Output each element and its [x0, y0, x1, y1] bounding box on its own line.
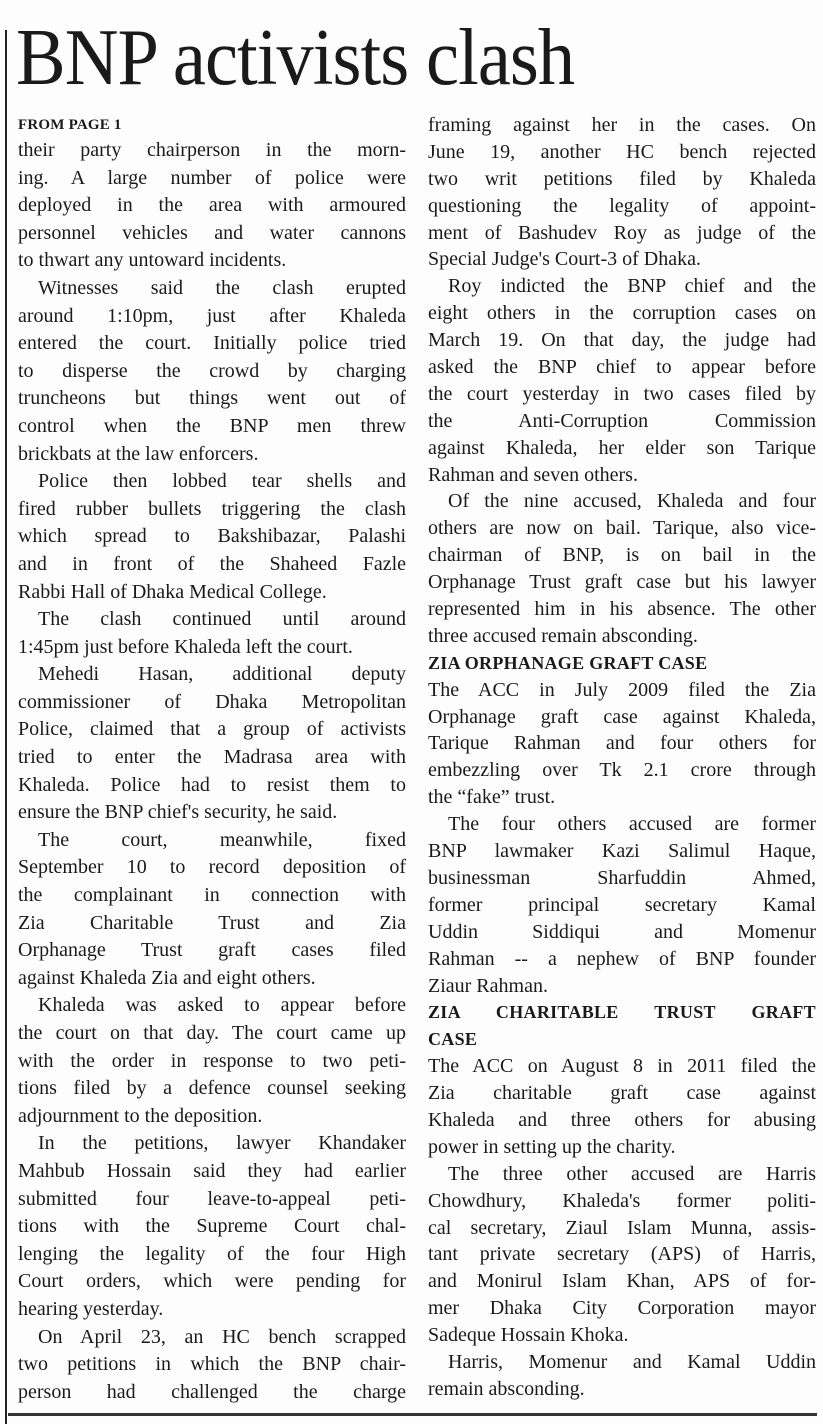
- text-line: Court orders, which were pending for: [18, 1270, 406, 1293]
- text-line: Zia charitable graft case against: [428, 1082, 816, 1105]
- text-line: Orphanage graft case against Khaleda,: [428, 705, 816, 728]
- paragraph: [428, 273, 816, 488]
- text-line: against Khaleda, her elder son Tarique: [428, 436, 816, 459]
- paragraph: [18, 606, 406, 661]
- text-line: On April 23, an HC bench scrapped: [38, 1325, 406, 1348]
- text-line: Rahman and seven others.: [428, 463, 638, 486]
- section-subhead: [428, 650, 816, 677]
- paragraph: [18, 1324, 406, 1407]
- text-line: Khaleda. Police had to resist them to: [18, 773, 406, 796]
- text-line: Police, claimed that a group of activists: [18, 718, 406, 741]
- text-line: The four others accused are former: [448, 813, 816, 836]
- paragraph: [428, 488, 816, 649]
- text-line: brickbats at the law enforcers.: [18, 442, 259, 465]
- text-line: Orphanage Trust graft case but his lawyer: [428, 571, 816, 594]
- paragraph: [18, 992, 406, 1130]
- text-line: the complainant in connection with: [18, 884, 406, 907]
- text-line: their party chairperson in the morn-: [18, 139, 406, 161]
- text-line: tions filed by a defence counsel seeking: [18, 1077, 406, 1100]
- text-line: three accused remain absconding.: [428, 624, 698, 647]
- paragraph: [428, 677, 816, 811]
- text-line: Roy indicted the BNP chief and the: [448, 275, 816, 298]
- text-line: submitted four leave-to-appeal peti-: [18, 1187, 406, 1210]
- paragraph: [428, 1349, 816, 1403]
- text-line: the “fake” trust.: [428, 786, 556, 809]
- paragraph: [428, 1161, 816, 1349]
- text-line: ment of Bashudev Roy as judge of the: [428, 221, 816, 244]
- section-subhead: [428, 999, 816, 1053]
- text-line: the court yesterday in two cases filed by: [428, 382, 816, 405]
- text-line: and Monirul Islam Khan, APS of for-: [428, 1270, 816, 1293]
- paragraph: [18, 137, 406, 275]
- text-line: questioning the legality of appoint-: [428, 194, 816, 217]
- text-line: adjournment to the deposition.: [18, 1104, 263, 1127]
- paragraph: [18, 1130, 406, 1323]
- text-line: power in setting up the charity.: [428, 1135, 676, 1158]
- text-line: cal secretary, Ziaul Islam Munna, assis-: [428, 1216, 816, 1239]
- text-line: June 19, another HC bench rejected: [428, 140, 816, 163]
- text-line: The court, meanwhile, fixed: [38, 828, 406, 851]
- text-line: to disperse the crowd by charging: [18, 359, 406, 382]
- text-line: person had challenged the charge: [18, 1380, 406, 1403]
- kicker-from-page: FROM PAGE 1: [18, 117, 122, 133]
- text-line: Mahbub Hossain said they had earlier: [18, 1159, 406, 1182]
- text-line: the Anti-Corruption Commission: [428, 409, 816, 432]
- text-line: The ACC on August 8 in 2011 filed the: [428, 1055, 816, 1078]
- text-line: Mehedi Hasan, additional deputy: [38, 663, 406, 686]
- paragraph: [428, 112, 816, 273]
- text-line: The ACC in July 2009 filed the Zia: [428, 678, 816, 701]
- text-line: former principal secretary Kamal: [428, 893, 816, 916]
- left-column-rule: [5, 30, 7, 1424]
- text-line: September 10 to record deposition of: [18, 856, 406, 879]
- text-line: Special Judge's Court-3 of Dhaka.: [428, 248, 701, 271]
- text-line: commissioner of Dhaka Metropolitan: [18, 690, 406, 713]
- text-line: the court on that day. The court came up: [18, 1022, 406, 1044]
- text-line: eight others in the corruption cases on: [428, 302, 816, 325]
- text-line: CASE: [428, 1029, 478, 1050]
- text-line: others are now on bail. Tarique, also vice-: [428, 517, 816, 540]
- text-line: truncheons but things went out of: [18, 387, 406, 410]
- text-line: tions with the Supreme Court chal-: [18, 1215, 406, 1238]
- text-line: Harris, Momenur and Kamal Uddin: [448, 1350, 816, 1373]
- text-line: Uddin Siddiqui and Momenur: [428, 920, 816, 943]
- text-line: framing against her in the cases. On: [428, 114, 816, 136]
- paragraph: [18, 275, 406, 468]
- bottom-rule: [8, 1413, 817, 1416]
- text-line: remain absconding.: [428, 1377, 585, 1400]
- text-line: asked the BNP chief to appear before: [428, 356, 816, 379]
- text-line: ensure the BNP chief's security, he said.: [18, 801, 338, 824]
- text-line: ZIA ORPHANAGE GRAFT CASE: [428, 652, 708, 673]
- text-line: to thwart any untoward incidents.: [18, 249, 287, 272]
- text-line: BNP lawmaker Kazi Salimul Haque,: [428, 840, 816, 863]
- text-line: Rabbi Hall of Dhaka Medical College.: [18, 580, 327, 603]
- text-line: Khaleda and three others for abusing: [428, 1108, 816, 1131]
- article-column-right: [428, 112, 816, 1403]
- text-line: Of the nine accused, Khaleda and four: [448, 490, 816, 513]
- text-line: two writ petitions filed by Khaleda: [428, 167, 816, 190]
- paragraph: [18, 661, 406, 827]
- paragraph: [18, 827, 406, 993]
- text-line: Chowdhury, Khaleda's former politi-: [428, 1189, 816, 1212]
- text-line: control when the BNP men threw: [18, 414, 406, 437]
- paragraph: [428, 811, 816, 999]
- text-line: and in front of the Shaheed Fazle: [18, 552, 406, 575]
- text-line: personnel vehicles and water cannons: [18, 221, 406, 244]
- text-line: Sadeque Hossain Khoka.: [428, 1324, 629, 1347]
- text-line: Rahman -- a nephew of BNP founder: [428, 947, 816, 970]
- text-line: businessman Sharfuddin Ahmed,: [428, 866, 816, 889]
- text-line: around 1:10pm, just after Khaleda: [18, 304, 406, 327]
- text-line: Ziaur Rahman.: [428, 974, 548, 997]
- text-line: In the petitions, lawyer Khandaker: [38, 1132, 406, 1155]
- text-line: chairman of BNP, is on bail in the: [428, 544, 816, 567]
- text-line: The three other accused are Harris: [448, 1162, 816, 1185]
- text-line: lenging the legality of the four High: [18, 1242, 406, 1265]
- text-line: Police then lobbed tear shells and: [38, 470, 406, 493]
- text-line: deployed in the area with armoured: [18, 194, 406, 217]
- paragraph: [428, 1053, 816, 1161]
- text-line: fired rubber bullets triggering the clash: [18, 497, 406, 520]
- text-line: two petitions in which the BNP chair-: [18, 1353, 406, 1376]
- text-line: hearing yesterday.: [18, 1297, 164, 1320]
- text-line: Orphanage Trust graft cases filed: [18, 939, 406, 962]
- text-line: entered the court. Initially police tried: [18, 332, 406, 355]
- text-line: with the order in response to two peti-: [18, 1049, 406, 1072]
- text-line: ZIA CHARITABLE TRUST GRAFT: [428, 1002, 816, 1023]
- text-line: tant private secretary (APS) of Harris,: [428, 1243, 816, 1266]
- article-column-left: [18, 137, 406, 1406]
- text-line: Zia Charitable Trust and Zia: [18, 911, 406, 934]
- text-line: The clash continued until around: [38, 608, 406, 631]
- text-line: which spread to Bakshibazar, Palashi: [18, 525, 406, 548]
- headline: BNP activists clash: [16, 14, 575, 102]
- text-line: 1:45pm just before Khaleda left the court.: [18, 635, 353, 658]
- text-line: March 19. On that day, the judge had: [428, 329, 816, 352]
- text-line: Tarique Rahman and four others for: [428, 732, 816, 755]
- text-line: tried to enter the Madrasa area with: [18, 746, 406, 769]
- text-line: represented him in his absence. The other: [428, 598, 816, 621]
- text-line: Witnesses said the clash erupted: [38, 276, 406, 299]
- text-line: against Khaleda Zia and eight others.: [18, 966, 316, 989]
- text-line: embezzling over Tk 2.1 crore through: [428, 759, 816, 782]
- text-line: ing. A large number of police were: [18, 166, 406, 189]
- text-line: Khaleda was asked to appear before: [38, 994, 406, 1017]
- paragraph: [18, 468, 406, 606]
- text-line: mer Dhaka City Corporation mayor: [428, 1297, 816, 1320]
